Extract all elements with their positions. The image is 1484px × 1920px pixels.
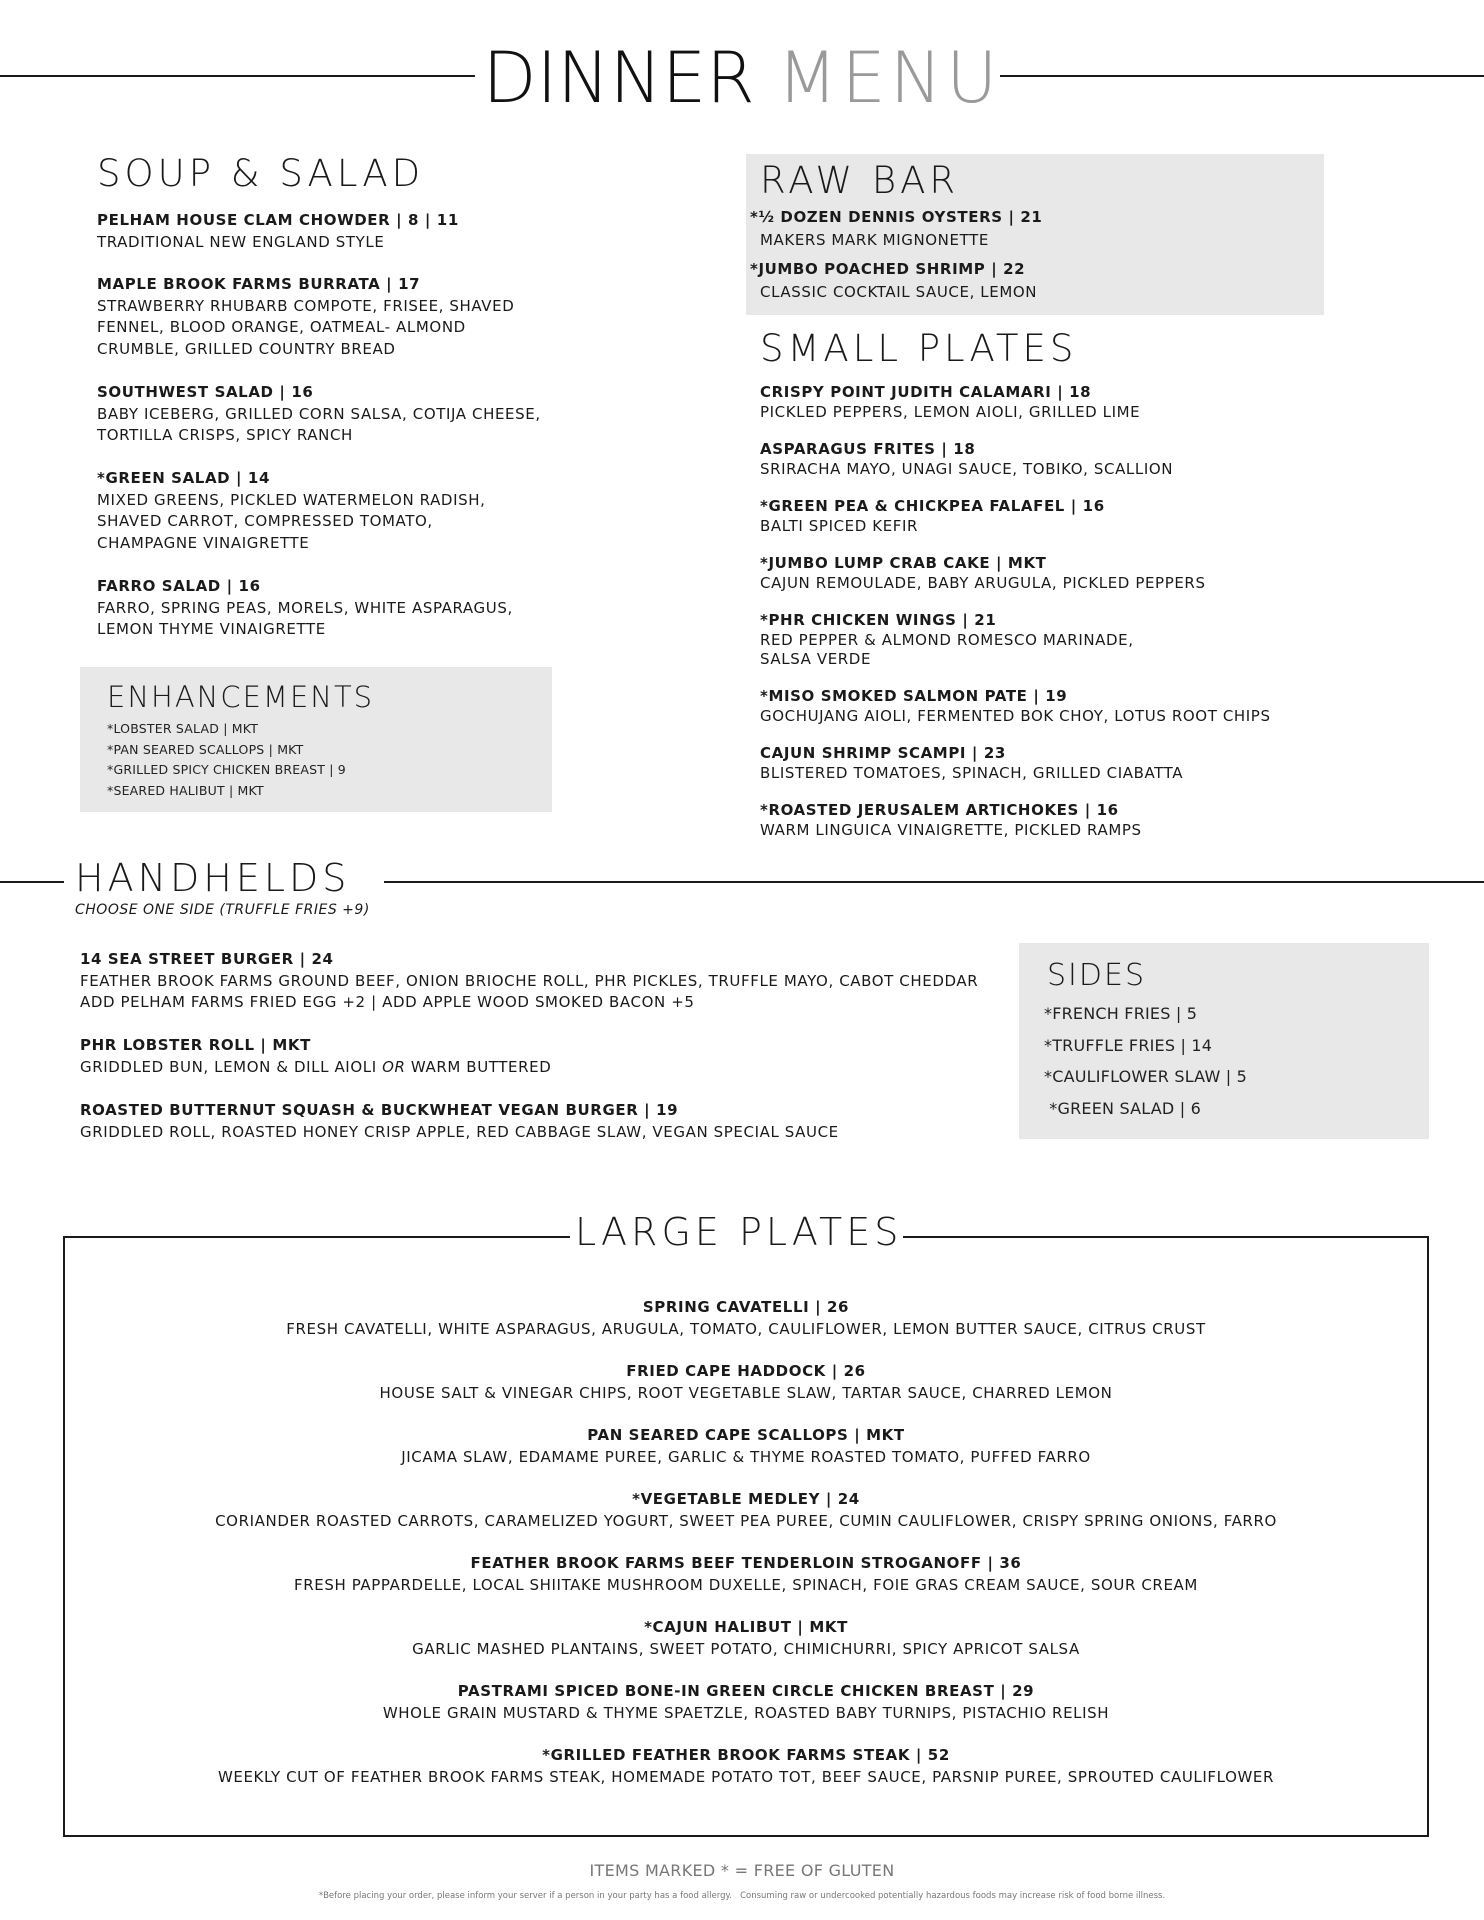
handheld-0 [80,949,978,1014]
item-desc: RED PEPPER & ALMOND ROMESCO MARINADE, [760,630,1134,649]
side-item: *FRENCH FRIES | 5 [1044,1004,1198,1023]
desc-part: GRIDDLED BUN, LEMON & DILL AIOLI [80,1057,383,1076]
large-plate-item [63,1617,1429,1660]
small-plate-2 [760,497,1105,536]
item-desc: FRESH PAPPARDELLE, LOCAL SHIITAKE MUSHROOM DUXELLE, SPINACH, FOIE GRAS CREAM SAUCE, SOUR CREAM [294,1575,1198,1594]
small-plate-7 [760,801,1142,840]
item-name: *GREEN SALAD | 14 [97,469,271,487]
item-desc: WHOLE GRAIN MUSTARD & THYME SPAETZLE, ROASTED BABY TURNIPS, PISTACHIO RELISH [382,1703,1110,1722]
item-name: MAPLE BROOK FARMS BURRATA | 17 [97,275,421,293]
item-desc: ADD PELHAM FARMS FRIED EGG +2 | ADD APPLE WOOD SMOKED BACON +5 [80,993,695,1011]
item-desc: FENNEL, BLOOD ORANGE, OATMEAL- ALMOND [97,318,466,336]
item-name: *VEGETABLE MEDLEY | 24 [632,1490,860,1508]
soup-item-0 [97,210,459,253]
item-desc: LEMON THYME VINAIGRETTE [97,620,326,638]
large-plate-item [63,1553,1429,1596]
item-desc: FRESH CAVATELLI, WHITE ASPARAGUS, ARUGULA, TOMATO, CAULIFLOWER, LEMON BUTTER SAUCE, CITRUS CRUST [286,1319,1206,1338]
raw-bar-heading: RAW BAR [760,159,960,202]
item-name: *JUMBO POACHED SHRIMP | 22 [750,260,1026,278]
small-plate-4 [760,611,1134,670]
item-name: *GREEN PEA & CHICKPEA FALAFEL | 16 [760,497,1105,515]
soup-salad-heading: SOUP & SALAD [97,152,425,195]
large-plates-rule-right [903,1236,1429,1238]
menu-title-menu: MENU [777,37,1002,119]
raw-bar-item-1 [750,259,1037,303]
item-name: *½ DOZEN DENNIS OYSTERS | 21 [750,208,1043,226]
item-name: FARRO SALAD | 16 [97,577,261,595]
large-plate-item [63,1361,1429,1404]
small-plate-3 [760,554,1206,593]
small-plates-heading: SMALL PLATES [760,327,1078,370]
sides-heading: SIDES [1047,958,1146,993]
enhancements-heading: ENHANCEMENTS [107,680,375,714]
item-desc: MIXED GREENS, PICKLED WATERMELON RADISH, [97,490,486,509]
gluten-note: ITEMS MARKED * = FREE OF GLUTEN [589,1861,895,1880]
item-name: *PHR CHICKEN WINGS | 21 [760,611,997,629]
large-plate-item [63,1297,1429,1340]
item-desc: MAKERS MARK MIGNONETTE [760,230,989,249]
large-plates-list [63,1297,1429,1788]
handhelds-rule-left [0,881,64,883]
item-desc: HOUSE SALT & VINEGAR CHIPS, ROOT VEGETABLE SLAW, TARTAR SAUCE, CHARRED LEMON [379,1383,1113,1402]
item-desc: PICKLED PEPPERS, LEMON AIOLI, GRILLED LIME [760,402,1141,421]
item-name: *CAJUN HALIBUT | MKT [644,1618,848,1636]
side-item: *GREEN SALAD | 6 [1044,1098,1201,1118]
raw-bar-item-0 [750,207,1042,251]
item-desc [80,1057,551,1079]
small-plate-6 [760,744,1183,783]
item-desc: BABY ICEBERG, GRILLED CORN SALSA, COTIJA CHEESE, [97,404,541,423]
soup-item-2 [97,382,541,447]
item-name: SOUTHWEST SALAD | 16 [97,383,314,401]
large-plates-heading: LARGE PLATES [575,1210,903,1254]
item-desc: FARRO, SPRING PEAS, MORELS, WHITE ASPARAGUS, [97,598,513,617]
handheld-2 [80,1100,839,1143]
soup-item-4 [97,576,513,641]
item-name: *GRILLED FEATHER BROOK FARMS STEAK | 52 [542,1746,950,1764]
item-name: PELHAM HOUSE CLAM CHOWDER | 8 | 11 [97,211,459,229]
soup-item-1 [97,274,514,360]
item-name: 14 SEA STREET BURGER | 24 [80,950,334,968]
item-name: PAN SEARED CAPE SCALLOPS | MKT [587,1426,905,1444]
large-plate-item [63,1681,1429,1724]
large-plate-item [63,1745,1429,1788]
item-name: *JUMBO LUMP CRAB CAKE | MKT [760,554,1047,572]
item-desc: TRADITIONAL NEW ENGLAND STYLE [97,232,385,251]
item-desc: CRUMBLE, GRILLED COUNTRY BREAD [97,339,396,358]
enhancement-item: *GRILLED SPICY CHICKEN BREAST | 9 [107,762,346,777]
side-item: *TRUFFLE FRIES | 14 [1044,1035,1213,1055]
item-desc: GRIDDLED ROLL, ROASTED HONEY CRISP APPLE, RED CABBAGE SLAW, VEGAN SPECIAL SAUCE [80,1122,839,1141]
handheld-1 [80,1035,551,1078]
enhancement-item: *PAN SEARED SCALLOPS | MKT [107,741,304,757]
menu-title-dinner: DINNER [482,37,755,119]
handhelds-heading: HANDHELDS [75,856,351,900]
item-desc: CORIANDER ROASTED CARROTS, CARAMELIZED YOGURT, SWEET PEA PUREE, CUMIN CAULIFLOWER, CRISPY SPRING ONIONS, FARRO [215,1511,1277,1530]
large-plate-item [63,1489,1429,1532]
item-name: FEATHER BROOK FARMS BEEF TENDERLOIN STROGANOFF | 36 [470,1554,1022,1572]
enhancement-item: *LOBSTER SALAD | MKT [107,721,259,736]
item-desc: BALTI SPICED KEFIR [760,516,919,535]
item-name: FRIED CAPE HADDOCK | 26 [626,1362,866,1380]
item-name: CRISPY POINT JUDITH CALAMARI | 18 [760,383,1092,401]
handhelds-subheading: CHOOSE ONE SIDE (TRUFFLE FRIES +9) [75,902,370,918]
enhancement-item: *SEARED HALIBUT | MKT [107,782,264,798]
side-item: *CAULIFLOWER SLAW | 5 [1044,1067,1248,1086]
item-desc: GOCHUJANG AIOLI, FERMENTED BOK CHOY, LOTUS ROOT CHIPS [760,706,1271,725]
item-desc: WEEKLY CUT OF FEATHER BROOK FARMS STEAK, HOMEMADE POTATO TOT, BEEF SAUCE, PARSNIP PUREE, SPROUTED CAULIFLOWER [217,1767,1275,1786]
item-desc: CHAMPAGNE VINAIGRETTE [97,533,310,552]
item-desc: WARM LINGUICA VINAIGRETTE, PICKLED RAMPS [760,820,1142,839]
item-name: *MISO SMOKED SALMON PATE | 19 [760,687,1068,705]
allergy-disclaimer: *Before placing your order, please inform your server if a person in your party has a food allergy. Consuming raw or undercooked potentially hazardous foods may increase risk of food borne illness. [318,1891,1166,1901]
item-name: SPRING CAVATELLI | 26 [642,1298,850,1316]
item-name: CAJUN SHRIMP SCAMPI | 23 [760,744,1006,762]
sides-list [1044,998,1247,1124]
item-desc: TORTILLA CRISPS, SPICY RANCH [97,426,353,444]
item-name: PASTRAMI SPICED BONE-IN GREEN CIRCLE CHICKEN BREAST | 29 [457,1682,1035,1700]
item-desc: STRAWBERRY RHUBARB COMPOTE, FRISEE, SHAVED [97,296,515,315]
item-desc: SALSA VERDE [760,650,872,668]
item-desc: CLASSIC COCKTAIL SAUCE, LEMON [760,282,1038,301]
item-desc: JICAMA SLAW, EDAMAME PUREE, GARLIC & THYME ROASTED TOMATO, PUFFED FARRO [401,1447,1091,1466]
small-plate-5 [760,687,1271,726]
item-name: *ROASTED JERUSALEM ARTICHOKES | 16 [760,801,1119,819]
item-desc: GARLIC MASHED PLANTAINS, SWEET POTATO, CHIMICHURRI, SPICY APRICOT SALSA [412,1639,1080,1658]
item-desc: BLISTERED TOMATOES, SPINACH, GRILLED CIABATTA [760,763,1184,782]
handhelds-rule-right [384,881,1484,883]
large-plates-rule-left [63,1236,570,1238]
item-name: PHR LOBSTER ROLL | MKT [80,1036,311,1054]
menu-title [0,38,1484,118]
item-desc: FEATHER BROOK FARMS GROUND BEEF, ONION BRIOCHE ROLL, PHR PICKLES, TRUFFLE MAYO, CABOT CHEDDAR [80,971,979,990]
soup-item-3 [97,468,485,554]
enhancements-list [107,719,346,801]
item-desc: SRIRACHA MAYO, UNAGI SAUCE, TOBIKO, SCALLION [760,459,1174,478]
small-plate-0 [760,383,1140,422]
item-desc: CAJUN REMOULADE, BABY ARUGULA, PICKLED PEPPERS [760,573,1206,592]
desc-part: WARM BUTTERED [405,1057,552,1076]
item-name: ASPARAGUS FRITES | 18 [760,440,976,458]
small-plate-1 [760,440,1173,479]
item-name: ROASTED BUTTERNUT SQUASH & BUCKWHEAT VEGAN BURGER | 19 [80,1101,679,1119]
large-plate-item [63,1425,1429,1468]
desc-or: OR [382,1057,406,1076]
item-desc: SHAVED CARROT, COMPRESSED TOMATO, [97,512,433,530]
